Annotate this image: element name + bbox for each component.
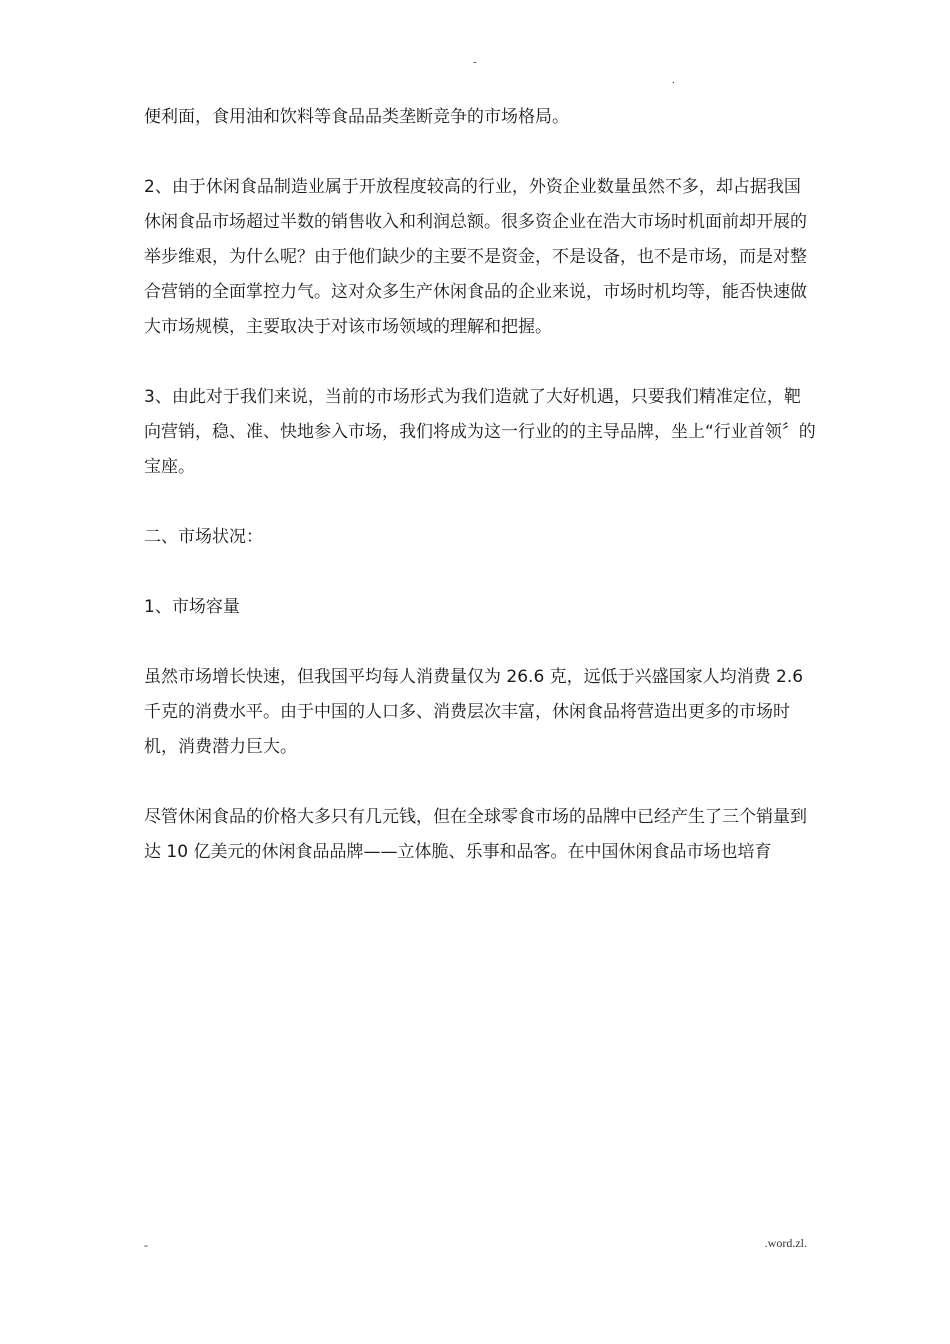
paragraph-consumption: 虽然市场增长快速，但我国平均每人消费量仅为 26.6 克，远低于兴盛国家人均消费 2.6 千克的消费水平。由于中国的人口多、消费层次丰富，休闲食品将营造出更多的市场时机，消费潜力巨大。	[144, 667, 804, 757]
footer-watermark-text: .word.zl.	[764, 1236, 807, 1250]
header-dot-mark: .	[672, 74, 675, 86]
section-heading-market-status: 二、市场状况：	[144, 527, 263, 547]
paragraph-brands: 尽管休闲食品的价格大多只有几元钱，但在全球零食市场的品牌中已经产生了三个销量到达 10 亿美元的休闲食品品牌——立体脆、乐事和品客。在中国休闲食品市场也培育	[144, 807, 807, 862]
paragraph-point-2: 2、由于休闲食品制造业属于开放程度较高的行业，外资企业数量虽然不多，却占据我国休闲食品市场超过半数的销售收入和利润总额。很多资企业在浩大市场时机面前却开展的举步维艰，为什么呢？由于他们缺少的主要不是资金，不是设备，也不是市场，而是对整合营销的全面掌控力气。这对众多生产休闲食品的企业来说，市场时机均等，能否快速做大市场规模，主要取决于对该市场领域的理解和把握。	[144, 177, 807, 337]
paragraph-point-3: 3、由此对于我们来说，当前的市场形式为我们造就了大好机遇，只要我们精准定位，靶向营销，稳、准、快地参入市场，我们将成为这一行业的的主导品牌，坐上“行业首领〞的宝座。	[144, 387, 816, 477]
paragraph-intro-continuation: 便利面，食用油和饮料等食品品类垄断竞争的市场格局。	[144, 107, 569, 127]
document-body	[144, 100, 816, 870]
header-dash-mark: -	[473, 56, 477, 68]
footer-dash-mark: -	[144, 1238, 148, 1252]
subheading-market-capacity: 1、市场容量	[144, 597, 240, 617]
